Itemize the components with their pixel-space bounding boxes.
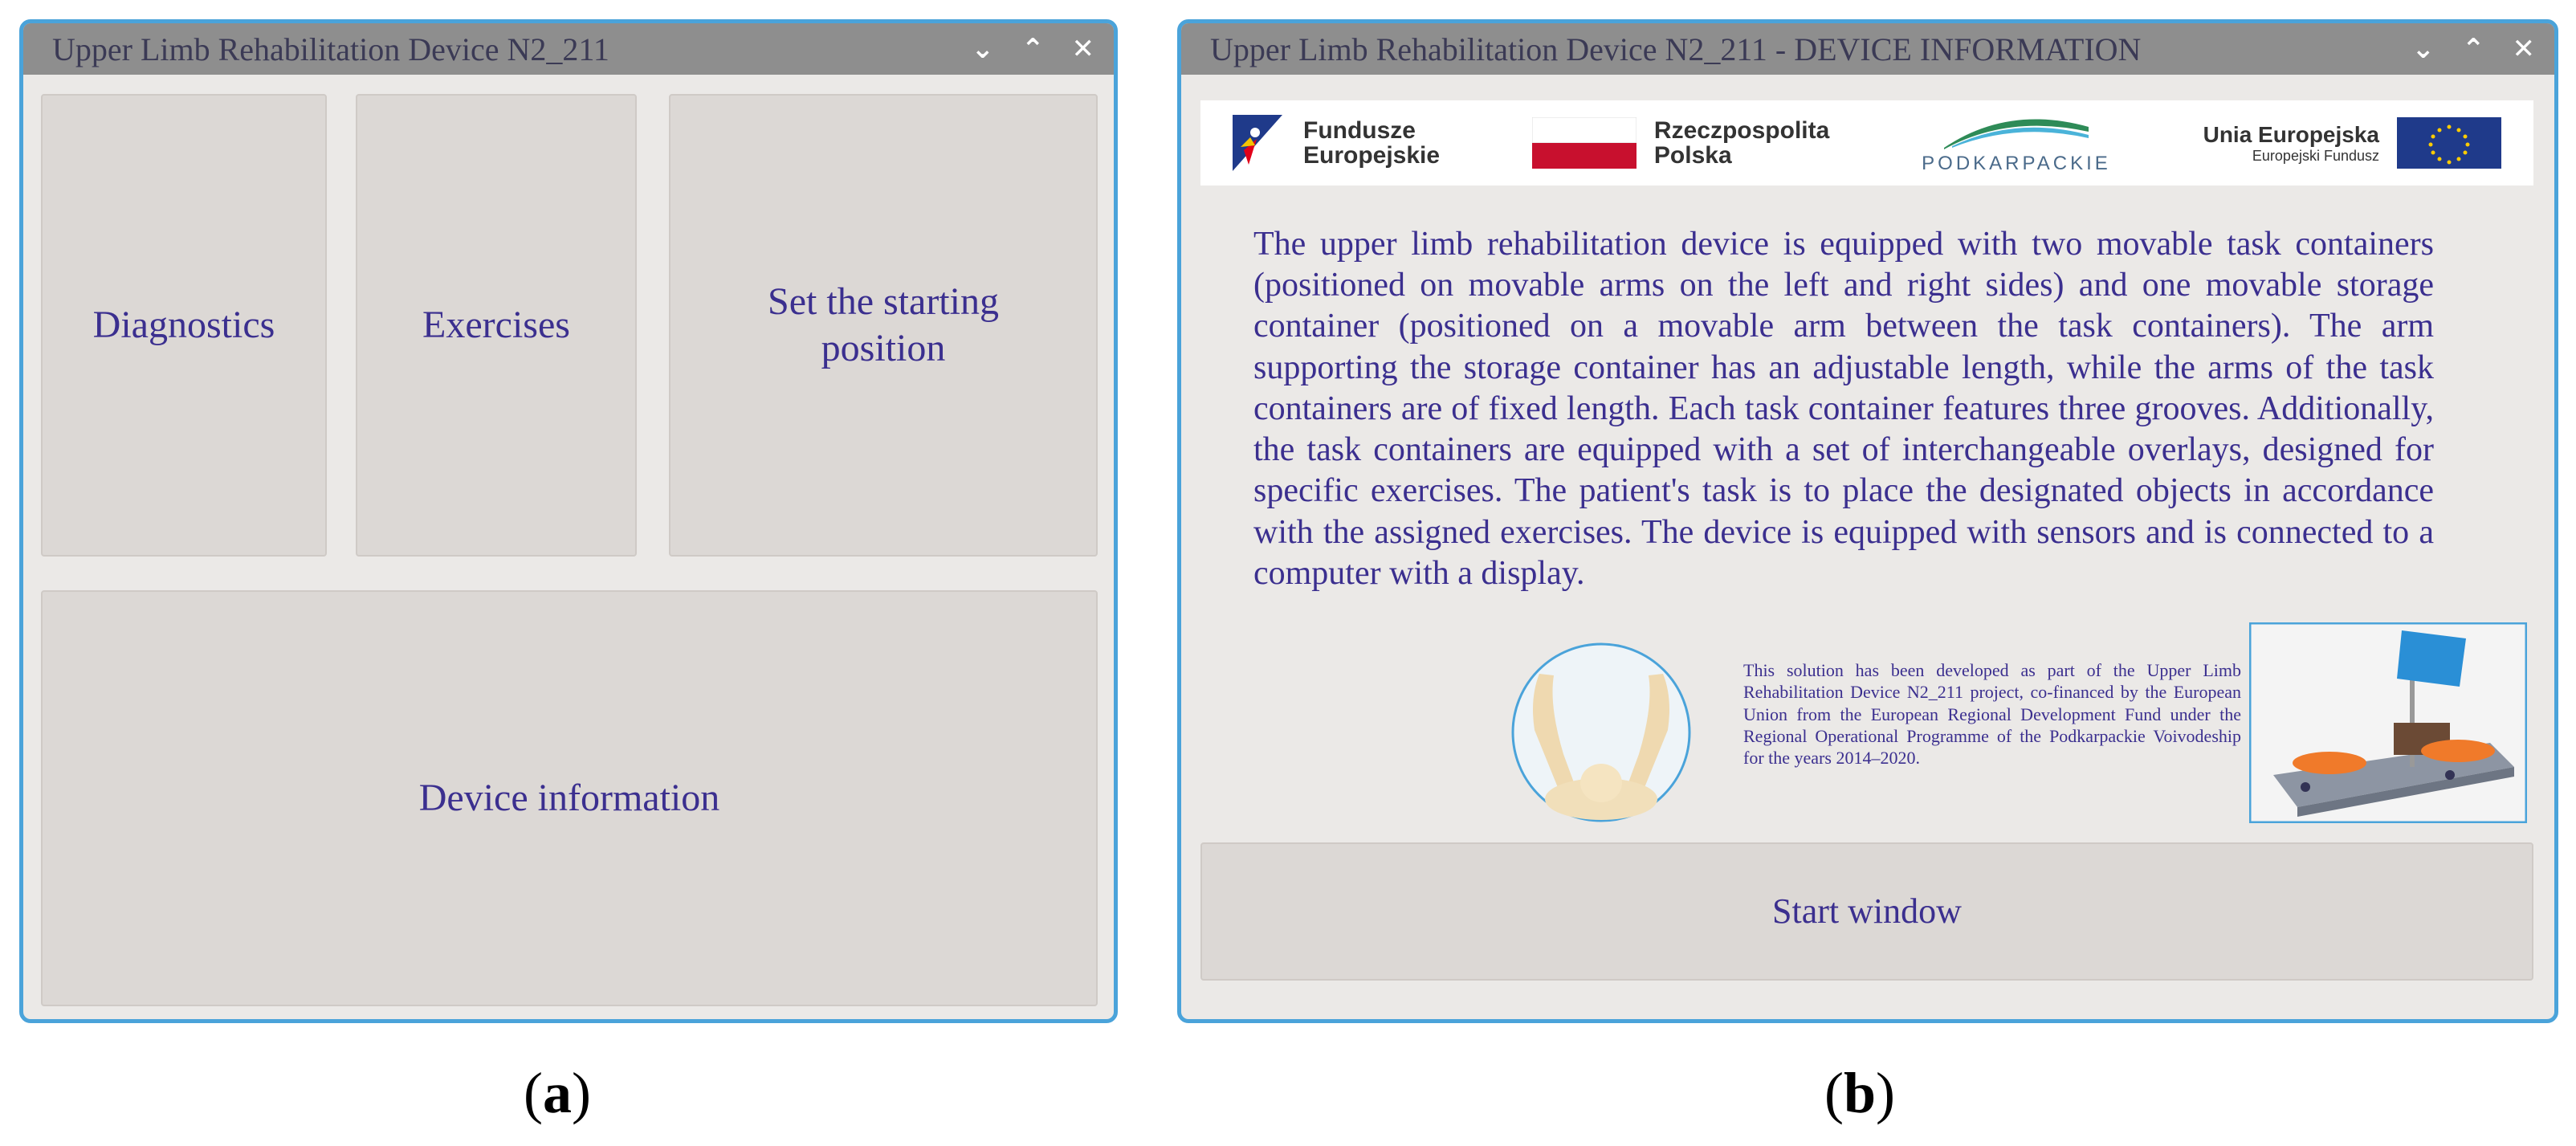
maximize-icon[interactable]: ⌃ (1021, 33, 1045, 65)
minimize-icon[interactable]: ⌄ (2411, 33, 2435, 65)
device-information-window (1177, 19, 2558, 1023)
rzeczpospolita-polska-logo (1532, 117, 1829, 169)
caption-a: (a) (524, 1061, 591, 1125)
window-controls (2412, 35, 2536, 63)
set-starting-position-button[interactable]: Set the starting position (669, 94, 1098, 557)
caption-b: (b) (1824, 1061, 1896, 1125)
device-information-title: Upper Limb Rehabilitation Device N2_211 - DEVICE INFORMATION (1210, 31, 2142, 67)
fe-flag-icon (1233, 115, 1286, 171)
fe-name-line2: Europejskie (1303, 142, 1441, 169)
close-icon[interactable]: ✕ (2512, 33, 2535, 65)
maximize-icon[interactable]: ⌃ (2462, 33, 2485, 65)
podkarpackie-hills-icon (1944, 111, 2089, 149)
device-information-button[interactable]: Device information (41, 590, 1098, 1006)
rp-name-line2: Polska (1653, 142, 1732, 169)
polish-flag-icon (1532, 117, 1636, 169)
logo-strip (1200, 100, 2533, 186)
ue-name-line1: Unia Europejska (2203, 121, 2379, 147)
device-3d-render (2249, 622, 2527, 823)
minimize-icon[interactable]: ⌄ (971, 33, 994, 65)
main-window (19, 19, 1118, 1023)
rp-name-line1: Rzeczpospolita (1653, 116, 1830, 144)
podkarpackie-label: PODKARPACKIE (1922, 153, 2111, 174)
main-window-title: Upper Limb Rehabilitation Device N2_211 (52, 31, 609, 67)
ue-name-line2: Europejski Fundusz (2252, 147, 2379, 164)
diagnostics-button[interactable]: Diagnostics (41, 94, 327, 557)
project-funding-note: This solution has been developed as part of the Upper Limb Rehabilitation Device N2_211 project, co-financed by the European Union from the European Regional Development Fund under the Regional Operational Programme of the Podkarpackie Voivodeship for the years 2014–2020. (1743, 660, 2241, 769)
exercises-button[interactable]: Exercises (356, 94, 637, 557)
start-window-button[interactable]: Start window (1200, 842, 2533, 981)
patient-arms-illustration (1510, 642, 1692, 823)
fe-name-line1: Fundusze (1303, 116, 1416, 144)
unia-europejska-logo (2203, 117, 2501, 169)
eu-flag-icon (2397, 117, 2501, 169)
close-icon[interactable]: ✕ (1071, 33, 1094, 65)
device-information-titlebar[interactable] (1181, 23, 2554, 75)
device-description: The upper limb rehabilitation device is equipped with two movable task containers (positioned on movable arms on the left and right sides) and one movable storage container (positioned on a movable arm between the task containers). The arm supporting the storage container has an adjustable length, while the arms of the task containers are of fixed length. Each task container features three grooves. Additionally, the task containers are equipped with a set of interchangeable overlays, designed for specific exercises. The patient's task is to place the designated objects in accordance with the assigned exercises. The device is equipped with sensors and is connected to a computer with a display. (1253, 226, 2434, 592)
podkarpackie-logo (1922, 111, 2111, 175)
fundusze-europejskie-logo (1233, 115, 1440, 171)
main-window-titlebar[interactable] (23, 23, 1114, 75)
window-controls (972, 35, 1095, 63)
